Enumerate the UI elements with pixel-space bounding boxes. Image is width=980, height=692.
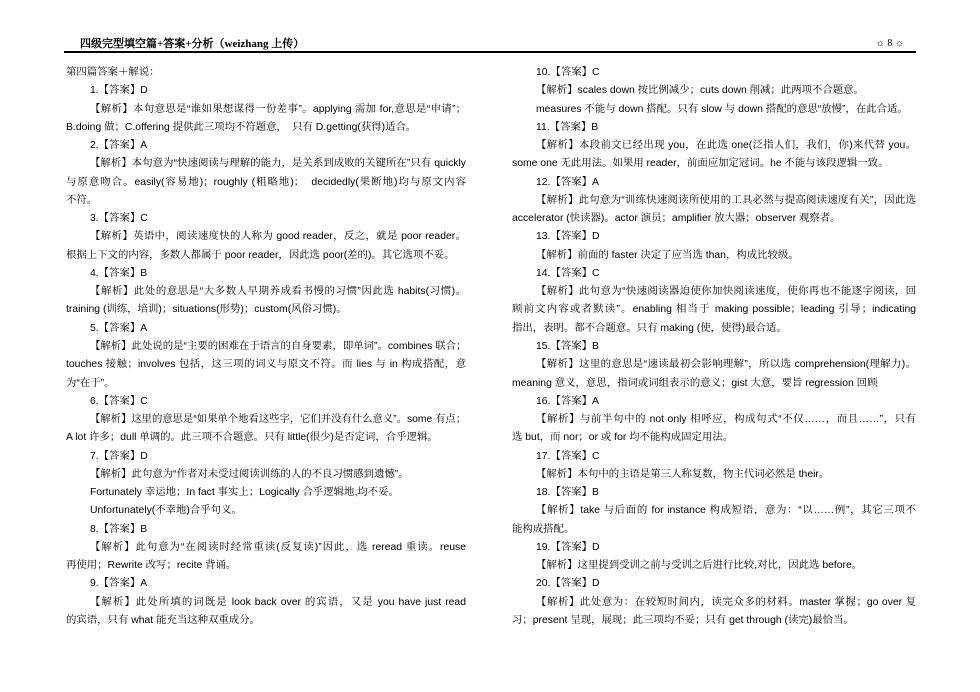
analysis-line: training (训练，培训)；situations(形势)；custom(风俗习惯)。: [66, 304, 347, 316]
analysis-paragraph: [66, 411, 466, 448]
analysis-paragraph: [512, 356, 916, 393]
analysis-paragraph: [512, 192, 916, 229]
analysis-paragraph: [66, 484, 466, 502]
answer-label: 7.【答案】D: [90, 450, 148, 462]
answer-item: [512, 484, 916, 539]
answer-label: 1.【答案】D: [90, 85, 148, 97]
answer-label: 14.【答案】C: [536, 267, 600, 279]
answer-item: [512, 228, 916, 265]
analysis-line: 【解析】本句中的主语是第三人称复数，物主代词必然是 their。: [536, 468, 830, 480]
answer-item: [512, 265, 916, 338]
analysis-line: 的宾语，只有 what 能充当这种双重成分。: [66, 614, 260, 626]
analysis-line: 【解析】此处说的是“主要的困难在于语言的自身要素，即单词”。combines 联合；: [90, 340, 467, 352]
analysis-line: 再使用；Rewrite 改写；recite 背诵。: [66, 560, 237, 572]
answer-label: 20.【答案】D: [536, 578, 600, 590]
analysis-line: 【解析】此句意为“在阅读时经常重读(反复读)”因此，选 reread 重读。reuse: [90, 541, 466, 553]
answer-item: [66, 575, 466, 630]
answer-item: [512, 174, 916, 229]
answer-label: 15.【答案】B: [536, 340, 599, 352]
analysis-paragraph: [512, 82, 916, 100]
answer-label: 10.【答案】C: [536, 67, 600, 78]
answer-label: 17.【答案】C: [536, 450, 600, 462]
right-column: [512, 64, 916, 630]
analysis-line: A lot 许多；dull 单调的。此三项不合题意。只有 little(很少)是否定词，合乎逻辑。: [66, 432, 438, 444]
analysis-line: 【解析】这里的意思是“如果单个地看这些字，它们并没有什么意义”。some 有点；: [90, 414, 467, 426]
answer-label: 8.【答案】B: [90, 523, 148, 535]
answer-item: [512, 64, 916, 119]
answer-label: 18.【答案】B: [536, 487, 599, 499]
analysis-line: measures 不能与 down 搭配。只有 slow 与 down 搭配的意思“放慢”，在此合适。: [536, 103, 908, 115]
analysis-paragraph: [512, 557, 916, 575]
analysis-line: 【解析】此句意为“训练快速阅读所使用的工具必然与提高阅读速度有关”，因此选: [536, 194, 916, 206]
answer-label: 16.【答案】A: [536, 395, 599, 407]
analysis-line: 习；present 呈现，展现；此三项均不妥；只有 get through (读完)最恰当。: [512, 614, 854, 626]
answer-label: 13.【答案】D: [536, 231, 600, 243]
answer-label: 19.【答案】D: [536, 541, 600, 553]
analysis-line: 【解析】前面的 faster 决定了应当选 than，构成比较级。: [536, 249, 799, 261]
analysis-line: 【解析】本句意为“快速阅读与理解的能力，是关系到成败的关键所在”只有 quickly: [90, 158, 466, 170]
analysis-paragraph: [512, 502, 916, 539]
answer-item: [66, 521, 466, 576]
analysis-paragraph: [66, 539, 466, 576]
analysis-line: 【解析】这里提到受训之前与受训之后进行比较,对比，因此选 before。: [536, 560, 863, 572]
analysis-paragraph: [66, 466, 466, 484]
analysis-line: 【解析】此处意为：在较短时间内，读完众多的材料。master 掌握；go over 复: [536, 596, 916, 608]
analysis-line: 【解析】take 与后面的 for instance 构成短语，意为：“以……例”，其它三项不: [536, 505, 916, 517]
answer-label: 12.【答案】A: [536, 176, 599, 188]
answer-label: 9.【答案】A: [90, 578, 148, 590]
answer-item: [66, 137, 466, 210]
analysis-paragraph: [512, 137, 916, 174]
analysis-line: some one 无此用法。如果用 reader，前面应加定冠词。he 不能与该段逻辑一致。: [512, 158, 889, 170]
left-column: [66, 64, 466, 630]
section-heading: 第四篇答案＋解说：: [66, 67, 160, 78]
answer-label: 11.【答案】B: [536, 121, 599, 133]
analysis-line: Fortunately 幸运地；In fact 事实上；Logically 合乎逻辑地,均不妥。: [90, 487, 399, 499]
page-number: ☼ 8 ☼: [875, 38, 904, 49]
answer-label: 4.【答案】B: [90, 267, 148, 279]
analysis-line: 不符。: [66, 194, 98, 206]
answer-item: [512, 119, 916, 174]
analysis-line: 【解析】本句意思是“谁如果想谋得一份差事”。applying 需加 for,意思是“申请”；: [90, 103, 466, 115]
answer-item: [66, 265, 466, 320]
answer-item: [66, 320, 466, 393]
answer-item: [512, 448, 916, 485]
analysis-line: 【解析】scales down 按比例减少；cuts down 削减；此两项不合题意。: [536, 85, 864, 97]
analysis-line: Unfortunately(不幸地)合乎句义。: [90, 505, 242, 517]
analysis-line: 【解析】这里的意思是“速读最初会影响理解”，所以选 comprehension(理解力)。: [536, 359, 916, 371]
analysis-paragraph: [512, 283, 916, 338]
analysis-paragraph: [512, 594, 916, 631]
analysis-line: 为“在于”。: [66, 377, 115, 389]
document-title: 四级完型填空篇+答案+分析（weizhang 上传）: [80, 38, 305, 50]
analysis-paragraph: [512, 247, 916, 265]
analysis-paragraph: [512, 411, 916, 448]
analysis-paragraph: [66, 228, 466, 265]
answer-item: [66, 393, 466, 448]
analysis-paragraph: [66, 338, 466, 393]
analysis-line: accelerator (快读器)。actor 演员；amplifier 放大器；observer 观察者。: [512, 213, 841, 225]
analysis-paragraph: [66, 155, 466, 210]
answer-item: [512, 575, 916, 630]
analysis-line: 顾前文内容或者默读”。enabling 相当于 making possible；leading 引导；indicating: [512, 304, 916, 316]
answer-label: 6.【答案】C: [90, 395, 148, 407]
answer-label: 3.【答案】C: [90, 213, 148, 225]
analysis-line: 选 but，而 nor；or 或 for 均不能构成固定用法。: [512, 432, 734, 444]
answer-item: [512, 338, 916, 393]
analysis-line: 能构成搭配。: [512, 523, 575, 535]
analysis-paragraph: [66, 283, 466, 320]
analysis-line: 【解析】与前半句中的 not only 相呼应，构成句式“不仅……，而且……”，只有: [536, 414, 916, 426]
analysis-line: 【解析】本段前文已经出现 you，在此选 one(泛指人们，我们，你)来代替 you。: [536, 140, 916, 152]
analysis-line: meaning 意义，意思，指词或词组表示的意义；gist 大意，要旨 regression 回顾: [512, 377, 878, 389]
header-rule: [64, 51, 916, 53]
analysis-line: 【解析】此处的意思是“大多数人早期养成看书慢的习惯”因此选 habits(习惯)。: [90, 286, 466, 298]
analysis-paragraph: [66, 101, 466, 138]
analysis-line: 【解析】英语中，阅读速度快的人称为 good reader，反之，就是 poor reader。: [90, 231, 466, 243]
analysis-line: 根据上下文的内容，多数人都属于 poor reader，因此选 poor(差的)。其它选项不妥。: [66, 249, 455, 261]
analysis-paragraph: [512, 466, 916, 484]
answer-item: [66, 448, 466, 521]
answer-item: [66, 82, 466, 137]
analysis-paragraph: [512, 101, 916, 119]
analysis-line: 【解析】此处所填的词既是 look back over 的宾语，又是 you have just read: [90, 596, 466, 608]
analysis-line: B.doing 做；C.offering 提供此三项均不符题意， 只有 D.getting(获得)适合。: [66, 121, 417, 133]
answer-label: 2.【答案】A: [90, 140, 148, 152]
answer-item: [512, 539, 916, 576]
answer-label: 5.【答案】A: [90, 322, 148, 334]
analysis-line: 【解析】此句意为“作者对未受过阅读训练的人的不良习惯感到遗憾”。: [90, 468, 409, 480]
analysis-line: 指出，表明。都不合题意。只有 making (使，使得)最合适。: [512, 322, 787, 334]
answer-item: [66, 210, 466, 265]
analysis-line: touches 接触；involves 包括，这三项的词义与原文不符。而 lies 与 in 构成搭配，意: [66, 359, 466, 371]
analysis-paragraph: [66, 594, 466, 631]
answer-item: [512, 393, 916, 448]
analysis-line: 与原意吻合。easily(容易地)；roughly (粗略地)； decidedly(果断地)均与原文内容: [66, 176, 466, 188]
analysis-line: 【解析】此句意为“快速阅读器迫使你加快阅读速度，使你再也不能逐字阅读，回: [536, 286, 916, 298]
analysis-paragraph: [66, 502, 466, 520]
